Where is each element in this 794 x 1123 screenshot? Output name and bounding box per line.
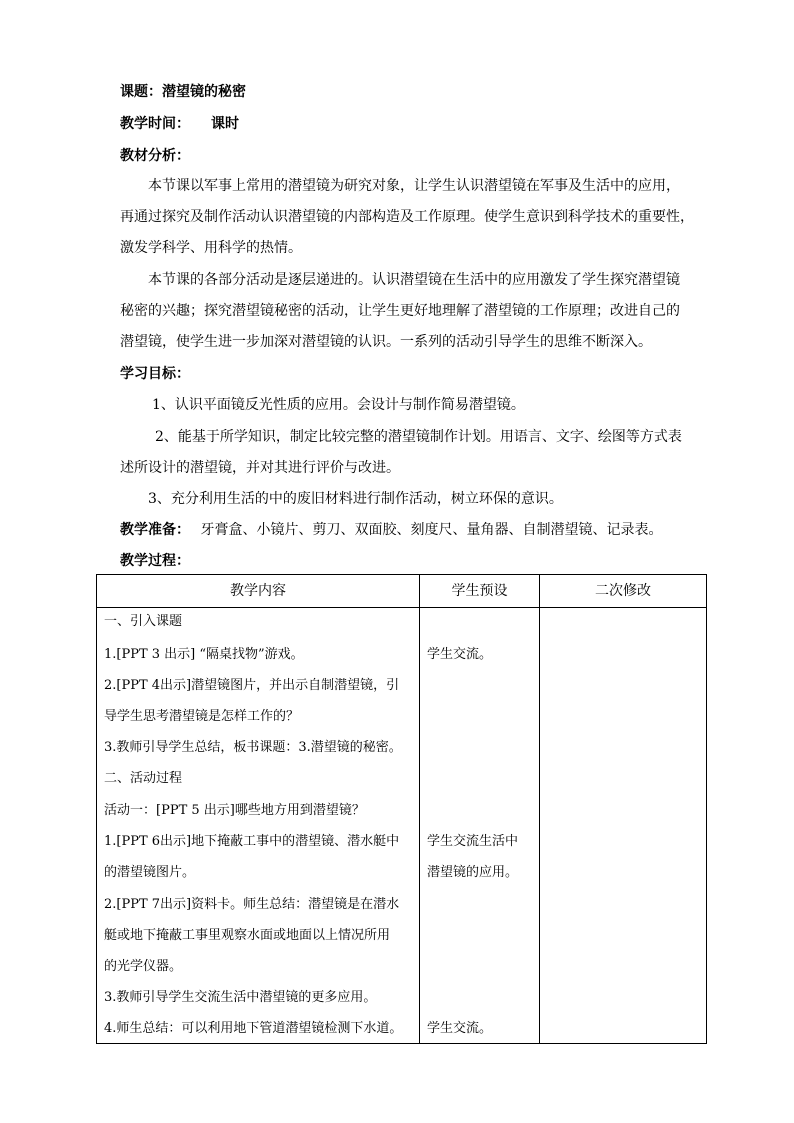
content-line: 艇或地下掩蔽工事里观察水面或地面以上情况所用 <box>104 928 391 943</box>
content-line: 的潜望镜图片。 <box>104 865 196 880</box>
analysis-label: 教材分析： <box>120 148 190 164</box>
topic-value: 潜望镜的秘密 <box>162 84 246 100</box>
analysis-p1-line-2: 再通过探究及制作活动认识潜望镜的内部构造及工作原理。使学生意识到科学技术的重要性， <box>120 209 694 225</box>
content-line: 的光学仪器。 <box>104 959 183 974</box>
analysis-p2-line-2: 秘密的兴趣；探究潜望镜秘密的活动，让学生更好地理解了潜望镜的工作原理；改进自己的 <box>120 303 680 319</box>
content-line: 3.教师引导学生交流生活中潜望镜的更多应用。 <box>104 990 377 1005</box>
analysis-p2-line-3: 潜望镜，使学生进一步加深对潜望镜的认识。一系列的活动引导学生的思维不断深入。 <box>120 334 652 350</box>
student-line: 学生交流生活中 <box>427 834 519 849</box>
analysis-p1-line-3: 激发学科学、用科学的热情。 <box>120 240 302 256</box>
content-line: 导学生思考潜望镜是怎样工作的？ <box>104 709 300 724</box>
content-line: 2.[PPT 7出示]资料卡。师生总结：潜望镜是在潜水 <box>104 897 400 912</box>
header-divider <box>97 607 706 608</box>
objectives-label: 学习目标： <box>120 366 190 382</box>
content-line: 活动一：[PPT 5 出示]哪些地方用到潜望镜？ <box>104 803 365 818</box>
analysis-p2-line-1: 本节课的各部分活动是逐层递进的。认识潜望镜在生活中的应用激发了学生探究潜望镜 <box>148 272 680 288</box>
preparation-value: 牙膏盒、小镜片、剪刀、双面胶、刻度尺、量角器、自制潜望镜、记录表。 <box>200 522 663 538</box>
objective-2-line-1: 2、能基于所学知识，制定比较完整的潜望镜制作计划。用语言、文字、绘图等方式表 <box>155 429 682 445</box>
topic-line <box>120 82 246 102</box>
time-value: 课时 <box>211 116 239 132</box>
time-label: 教学时间： <box>120 116 190 132</box>
content-line: 2.[PPT 4出示]潜望镜图片，并出示自制潜望镜，引 <box>104 678 400 693</box>
process-label: 教学过程： <box>120 553 190 569</box>
student-line: 学生交流。 <box>427 647 493 662</box>
analysis-p1-line-1: 本节课以军事上常用的潜望镜为研究对象，让学生认识潜望镜在军事及生活中的应用， <box>148 178 680 194</box>
content-line: 二、活动过程 <box>104 771 183 786</box>
content-line: 1.[PPT 6出示]地下掩蔽工事中的潜望镜、潜水艇中 <box>104 834 400 849</box>
content-line: 1.[PPT 3 出示] “隔桌找物”游戏。 <box>104 647 304 662</box>
student-line: 学生交流。 <box>427 1021 493 1036</box>
header-student: 学生预设 <box>451 583 508 599</box>
header-revision: 二次修改 <box>595 583 651 599</box>
header-content: 教学内容 <box>230 583 286 599</box>
content-line: 4.师生总结：可以利用地下管道潜望镜检测下水道。 <box>104 1021 403 1036</box>
preparation-line <box>120 520 662 540</box>
objective-2-line-2: 述所设计的潜望镜，并对其进行评价与改进。 <box>120 460 400 476</box>
time-line <box>120 114 320 134</box>
objective-1: 1、认识平面镜反光性质的应用。会设计与制作简易潜望镜。 <box>152 397 525 413</box>
student-line: 潜望镜的应用。 <box>427 865 519 880</box>
column-divider <box>419 575 420 1043</box>
content-line: 3.教师引导学生总结，板书课题：3.潜望镜的秘密。 <box>104 740 402 755</box>
column-divider <box>539 575 540 1043</box>
preparation-label: 教学准备： <box>120 522 190 538</box>
topic-label: 课题： <box>120 84 162 100</box>
objective-3: 3、充分利用生活的中的废旧材料进行制作活动，树立环保的意识。 <box>148 491 563 507</box>
lesson-table <box>96 574 707 1044</box>
content-line: 一、引入课题 <box>104 614 183 629</box>
